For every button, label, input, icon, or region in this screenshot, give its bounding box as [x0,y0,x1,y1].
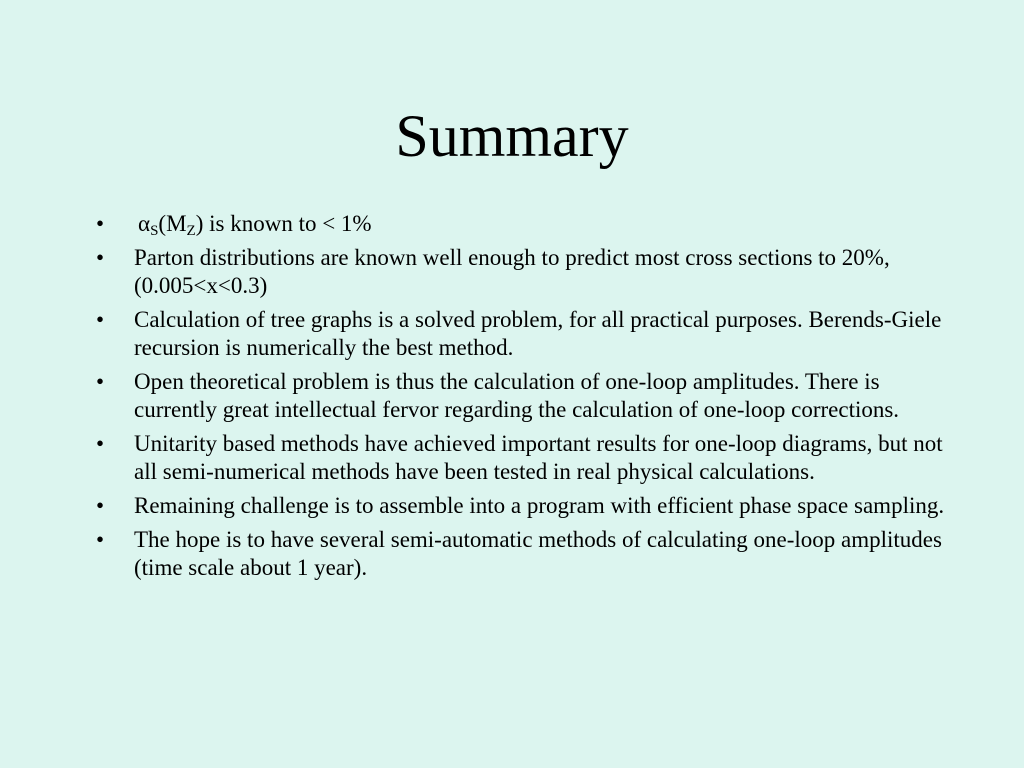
bullet-text: Calculation of tree graphs is a solved problem, for all practical purposes. Berends-Giele recursion is numerically the best method. [134,307,942,360]
bullet-item [96,430,956,486]
bullet-list [96,210,956,588]
mz-open: (M [158,211,187,236]
bullet-item [96,368,956,424]
slide-title: Summary [395,103,629,169]
bullet-text [134,210,956,238]
bullet-icon: • [96,431,105,456]
alpha-subscript: S [150,223,159,239]
bullet-item [96,306,956,362]
bullet-icon: • [96,211,105,236]
bullet-item-alpha [96,210,956,238]
bullet-item [96,492,956,520]
bullet-icon: • [96,527,105,552]
bullet-item [96,526,956,582]
alpha-symbol: α [138,211,151,236]
bullet-icon: • [96,493,105,518]
bullet-item [96,244,956,300]
bullet-text: Unitarity based methods have achieved important results for one-loop diagrams, but not all semi-numerical methods have been tested in real physical calculations. [134,431,943,484]
bullet-text: Remaining challenge is to assemble into a program with efficient phase space sampling. [134,493,945,518]
bullet-text: The hope is to have several semi-automatic methods of calculating one-loop amplitudes (time scale about 1 year). [134,527,942,580]
bullet-icon: • [96,369,105,394]
alpha-rest: ) is known to < 1% [195,211,372,236]
bullet-icon: • [96,245,105,270]
mz-subscript: Z [186,223,196,239]
bullet-text: Parton distributions are known well enough to predict most cross sections to 20%, (0.005<x<0.3) [134,245,890,298]
bullet-icon: • [96,307,105,332]
bullet-text: Open theoretical problem is thus the calculation of one-loop amplitudes. There is currently great intellectual fervor regarding the calculation of one-loop corrections. [134,369,900,422]
